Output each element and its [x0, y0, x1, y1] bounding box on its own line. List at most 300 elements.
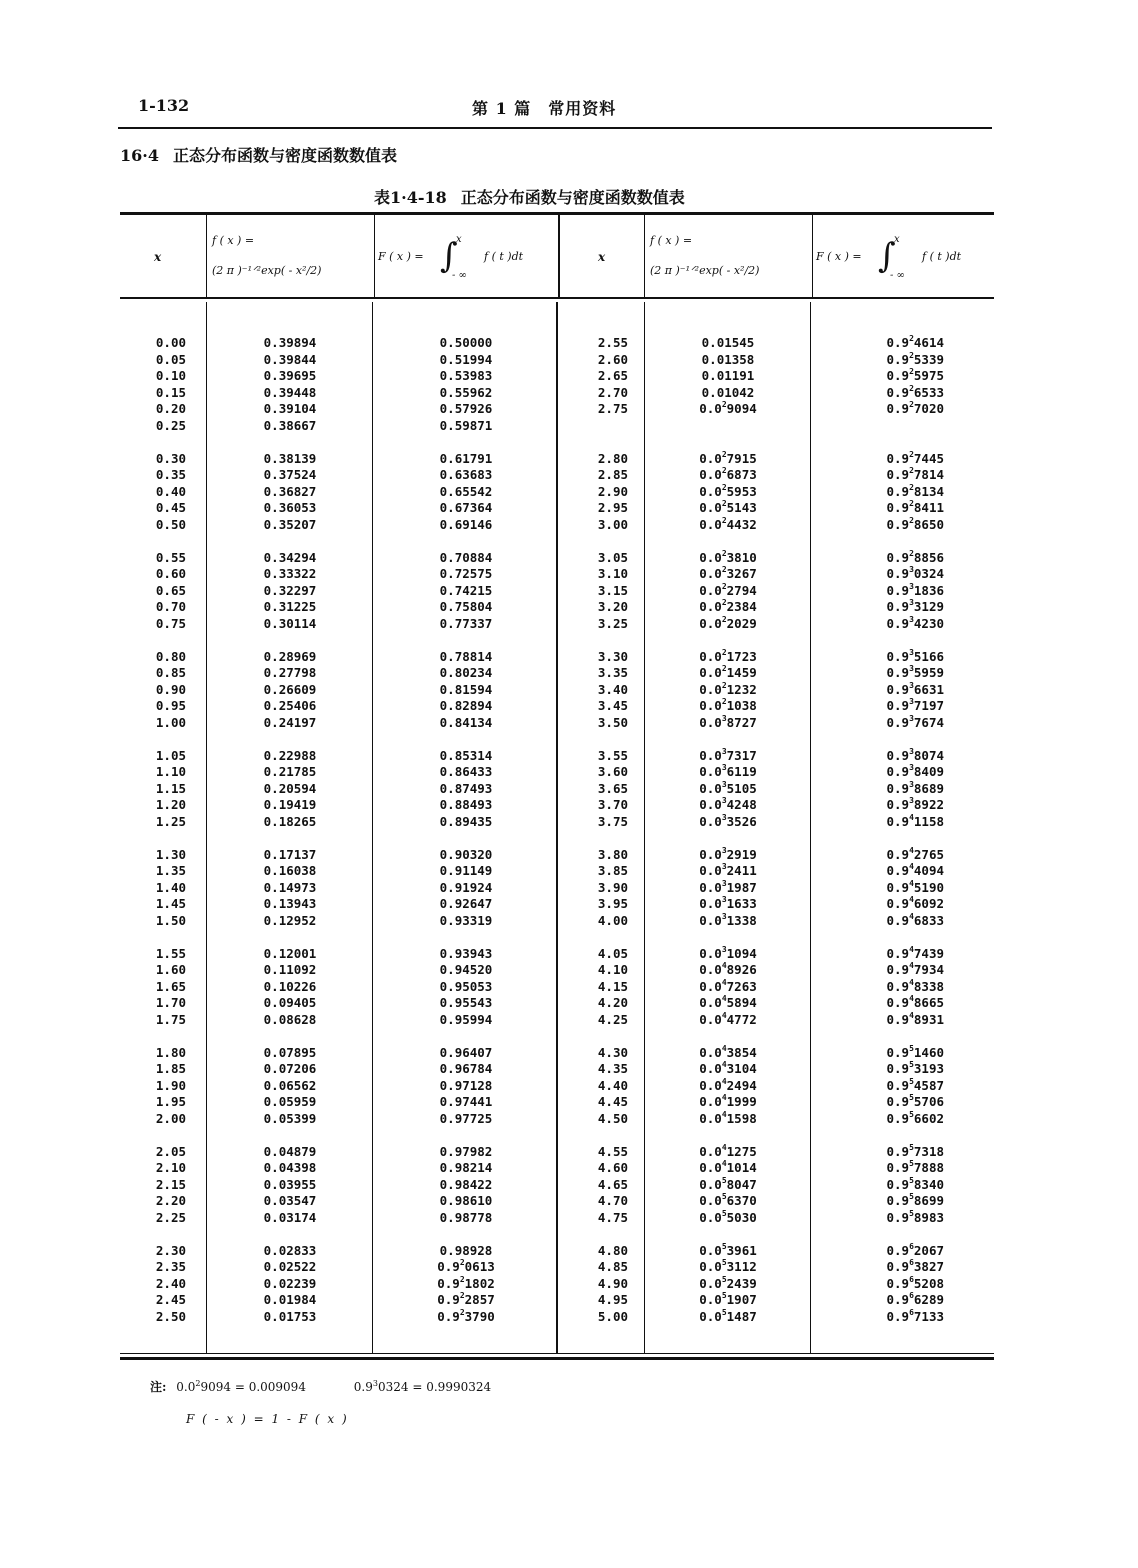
table-cell-F: $0.9^28650$: [886, 515, 944, 532]
table-cell-f: 0.25406: [263, 698, 317, 713]
table-cell-F: $0.9^22857$: [437, 1291, 495, 1307]
table-cell-F: 0.65542: [439, 483, 493, 499]
table-cell-F: $0.9^28134$: [886, 482, 944, 499]
column-f-right: [644, 335, 812, 1325]
table-cell-F: $0.9^48338$: [886, 977, 944, 994]
table-cell-F: $0.9^56602$: [886, 1109, 944, 1126]
table-cell-x: 0.85: [155, 665, 186, 680]
note-example2-lhs: $0.9^30324$: [353, 1379, 409, 1394]
col-header-F-left: F ( x ) =: [378, 250, 424, 263]
table-cell-x: 1.80: [155, 1044, 186, 1060]
table-cell-x: 1.70: [155, 995, 186, 1010]
table-cell-F: $0.9^38074$: [886, 746, 944, 763]
table-cell-x: 2.95: [597, 500, 628, 515]
table-cell-F: $0.9^34230$: [886, 614, 944, 631]
table-cell-F: 0.98422: [439, 1176, 493, 1192]
table-cell-F: $0.9^23790$: [437, 1307, 495, 1324]
table-cell-x: 1.15: [155, 780, 186, 796]
table-cell-F: $0.9^21802$: [437, 1274, 495, 1291]
table-cell-F: $0.9^36631$: [886, 680, 944, 697]
table-cell-x: 3.25: [597, 615, 628, 631]
table-cell-x: 0.25: [155, 417, 186, 433]
col-header-x: x: [598, 250, 606, 264]
col-header-f-line1: f ( x ) =: [212, 234, 255, 247]
table-cell-x: 4.90: [597, 1275, 628, 1291]
table-cell-x: 3.75: [597, 813, 628, 829]
table-cell-x: 3.05: [597, 549, 628, 565]
table-cell-F: 0.93319: [439, 912, 493, 928]
table-cell-x: 4.35: [597, 1061, 628, 1076]
table-cell-f: 0.17137: [263, 846, 317, 862]
table-cell-f: 0.04879: [263, 1143, 317, 1159]
integral-lower: - ∞: [452, 270, 467, 281]
table-cell-f: $0.0^23810$: [699, 548, 757, 565]
table-cell-f: $0.0^21232$: [699, 680, 757, 697]
table-cell-F: 0.63683: [439, 467, 493, 482]
table-caption: [374, 185, 685, 208]
table-cell-F: $0.9^31836$: [886, 581, 944, 598]
table-cell-F: $0.9^38689$: [886, 779, 944, 796]
col-header-F-integrand: f ( t )dt: [922, 250, 962, 263]
table-cell-f: $0.0^53112$: [699, 1258, 757, 1274]
table-cell-x: 3.30: [597, 648, 628, 664]
table-cell-x: 4.85: [597, 1259, 628, 1274]
table-cell-F: $0.9^57888$: [886, 1159, 944, 1175]
table-cell-x: 2.80: [597, 450, 628, 466]
table-cell-x: [578, 1028, 628, 1045]
table-cell-x: 0.90: [155, 681, 186, 697]
table-cell-x: 0.20: [155, 401, 186, 416]
table-cell-x: 0.30: [155, 450, 186, 466]
table-cell-f: [206, 434, 374, 451]
table-cell-F: 0.98610: [439, 1193, 493, 1208]
table-cell-F: 0.88493: [439, 797, 493, 812]
table-cell-F: 0.75804: [439, 599, 493, 614]
col-divider: [558, 215, 560, 297]
table-cell-f: 0.22988: [263, 747, 317, 763]
table-cell-x: 2.25: [155, 1209, 186, 1225]
table-cell-f: 0.18265: [263, 813, 317, 829]
table-cell-x: [578, 830, 628, 847]
table-cell-f: $0.0^31094$: [699, 944, 757, 961]
table-cell-F: 0.97128: [439, 1077, 493, 1093]
table-cell-x: 0.65: [155, 582, 186, 598]
table-cell-f: [206, 830, 374, 847]
table-cell-f: 0.39894: [263, 335, 317, 350]
table-cell-x: 3.40: [597, 681, 628, 697]
table-cell-F: 0.67364: [439, 500, 493, 515]
table-cell-f: $0.0^25143$: [699, 499, 757, 515]
table-cell-F: $0.9^44094$: [886, 862, 944, 878]
table-cell-F: 0.78814: [439, 648, 493, 664]
table-cell-x: 0.05: [155, 351, 186, 367]
chapter-title: 第 1 篇 常用资料: [472, 99, 617, 118]
table-cell-x: 1.75: [155, 1011, 186, 1027]
table-cell-x: 0.55: [155, 549, 186, 565]
table-cell-x: 1.85: [155, 1061, 186, 1076]
table-cell-x: [578, 1226, 628, 1243]
table-cell-x: 1.45: [155, 896, 186, 911]
table-cell-f: $0.0^34248$: [699, 796, 757, 812]
table-cell-f: 0.05399: [263, 1110, 317, 1126]
table-cell-x: 0.95: [155, 698, 186, 713]
table-cell-f: 0.26609: [263, 681, 317, 697]
table-cell-F: $0.9^51460$: [886, 1043, 944, 1060]
table-cell-F: $0.9^25975$: [886, 367, 944, 383]
table-cell-x: 1.95: [155, 1094, 186, 1109]
table-cell-x: 4.75: [597, 1209, 628, 1225]
table-cell-x: 2.40: [155, 1275, 186, 1291]
column-F-right: [812, 335, 944, 1325]
integral-upper: x: [456, 234, 462, 245]
table-cell-x: 3.15: [597, 582, 628, 598]
col-header-x: x: [154, 250, 162, 264]
table-cell-f: 0.05959: [263, 1094, 317, 1109]
table-cell-f: 0.32297: [263, 582, 317, 598]
table-cell-F: 0.57926: [439, 401, 493, 416]
table-cell-F: $0.9^38409$: [886, 763, 944, 779]
table-cell-x: 3.10: [597, 566, 628, 581]
table-cell-F: 0.86433: [439, 764, 493, 779]
table-bottom-rule: [120, 1353, 994, 1354]
table-cell-x: 3.65: [597, 780, 628, 796]
table-cell-x: 3.50: [597, 714, 628, 730]
table-cell-F: [374, 1028, 558, 1045]
table-cell-f: [206, 1028, 374, 1045]
table-cell-F: 0.77337: [439, 615, 493, 631]
table-cell-f: 0.39844: [263, 351, 317, 367]
table-cell-f: 0.39448: [263, 384, 317, 400]
table-head-rule: [120, 297, 994, 299]
table-cell-f: [644, 731, 812, 748]
table-cell-f: 0.14973: [263, 879, 317, 895]
table-cell-x: 1.05: [155, 747, 186, 763]
table-cell-x: 4.10: [597, 962, 628, 977]
table-title: 正态分布函数与密度函数数值表: [460, 188, 685, 207]
col-header-f-line1: f ( x ) =: [650, 234, 693, 247]
col-header-F: [816, 234, 994, 282]
table-cell-x: 2.85: [597, 467, 628, 482]
table-cell-F: $0.9^20613$: [437, 1258, 495, 1274]
table-cell-f: $0.0^22029$: [699, 614, 757, 631]
table-cell-F: 0.74215: [439, 582, 493, 598]
table-cell-x: 1.00: [155, 714, 186, 730]
table-cell-F: $0.9^24614$: [886, 334, 944, 350]
table-cell-f: [206, 533, 374, 550]
note-example1-lhs: $0.0^29094$: [176, 1379, 231, 1394]
table-cell-x: 4.95: [597, 1292, 628, 1307]
table-cell-F: $0.9^41158$: [886, 812, 944, 829]
col-divider: [644, 215, 645, 297]
table-cell-f: 0.27798: [263, 665, 317, 680]
table-cell-x: 0.50: [155, 516, 186, 532]
table-cell-x: [578, 731, 628, 748]
table-cell-F: 0.80234: [439, 665, 493, 680]
table-cell-f: $0.0^41999$: [699, 1093, 757, 1109]
col-header-F: [378, 234, 556, 282]
table-cell-f: [206, 1127, 374, 1144]
table-cell-x: 0.45: [155, 500, 186, 515]
table-cell-f: 0.07206: [263, 1061, 317, 1076]
table-cell-f: $0.0^25953$: [699, 482, 757, 499]
table-cell-x: [140, 1226, 186, 1243]
table-cell-F: [812, 434, 944, 451]
table-cell-x: 2.10: [155, 1160, 186, 1175]
table-cell-F: $0.9^55706$: [886, 1093, 944, 1109]
table-cell-f: $0.0^26873$: [699, 466, 757, 482]
table-cell-F: $0.9^63827$: [886, 1258, 944, 1274]
table-cell-F: $0.9^47934$: [886, 961, 944, 977]
note-label: 注:: [150, 1380, 167, 1394]
table-cell-x: [140, 731, 186, 748]
table-cell-f: $0.0^52439$: [699, 1274, 757, 1291]
table-cell-F: 0.97725: [439, 1110, 493, 1126]
table-cell-x: 4.65: [597, 1176, 628, 1192]
table-cell-x: [140, 830, 186, 847]
table-cell-f: 0.01753: [263, 1308, 317, 1324]
table-cell-x: 4.45: [597, 1094, 628, 1109]
table-cell-x: 4.55: [597, 1143, 628, 1159]
table-cell-f: [206, 1226, 374, 1243]
table-cell-f: $0.0^31633$: [699, 895, 757, 911]
table-cell-F: [812, 1127, 944, 1144]
table-cell-f: $0.0^53961$: [699, 1241, 757, 1258]
table-cell-F: [374, 1226, 558, 1243]
table-cell-F: $0.9^47439$: [886, 944, 944, 961]
table-cell-f: $0.0^33526$: [699, 812, 757, 829]
integral-lower: - ∞: [890, 270, 905, 281]
table-cell-x: [140, 1028, 186, 1045]
table-cell-F: [374, 929, 558, 946]
table-cell-x: 4.60: [597, 1160, 628, 1175]
table-cell-F: [812, 632, 944, 649]
integral-sign-icon: ∫: [878, 236, 896, 276]
table-cell-x: 5.00: [597, 1308, 628, 1324]
table-cell-x: [578, 1127, 628, 1144]
table-cell-F: 0.70884: [439, 549, 493, 565]
table-cell-f: 0.30114: [263, 615, 317, 631]
table-cell-f: [206, 731, 374, 748]
table-cell-x: 0.40: [155, 483, 186, 499]
table-cell-f: $0.0^32411$: [699, 862, 757, 878]
table-cell-F: $0.9^35959$: [886, 664, 944, 680]
table-cell-f: 0.39104: [263, 401, 317, 416]
table-cell-x: 1.90: [155, 1077, 186, 1093]
table-cell-x: 1.20: [155, 797, 186, 812]
table-cell-f: 0.03955: [263, 1176, 317, 1192]
table-cell-F: $0.9^57318$: [886, 1142, 944, 1159]
table-cell-F: 0.97982: [439, 1143, 493, 1159]
table-cell-f: 0.38667: [263, 417, 317, 433]
table-cell-F: $0.9^46092$: [886, 895, 944, 911]
table-cell-x: 4.05: [597, 945, 628, 961]
table-cell-f: 0.08628: [263, 1011, 317, 1027]
table-cell-f: $0.0^55030$: [699, 1208, 757, 1225]
table-cell-f: $0.0^21723$: [699, 647, 757, 664]
table-cell-f: 0.03174: [263, 1209, 317, 1225]
table-cell-F: $0.9^33129$: [886, 598, 944, 614]
table-cell-x: 3.45: [597, 698, 628, 713]
table-cell-x: 0.10: [155, 368, 186, 383]
table-cell-F: [812, 418, 944, 435]
table-top-rule: [120, 212, 994, 215]
table-cell-f: 0.13943: [263, 896, 317, 911]
table-cell-x: 3.35: [597, 665, 628, 680]
table-cell-F: 0.98928: [439, 1242, 493, 1258]
table-number: 表1·4-18: [374, 188, 447, 207]
table-cell-x: 1.40: [155, 879, 186, 895]
table-cell-f: 0.07895: [263, 1044, 317, 1060]
table-cell-x: 4.80: [597, 1242, 628, 1258]
table-cell-f: $0.0^43104$: [699, 1060, 757, 1076]
table-cell-F: [812, 830, 944, 847]
table-cell-F: $0.9^46833$: [886, 911, 944, 928]
table-cell-f: [644, 830, 812, 847]
table-cell-f: $0.0^51487$: [699, 1307, 757, 1324]
table-cell-x: 4.30: [597, 1044, 628, 1060]
table-cell-x: [578, 434, 628, 451]
table-cell-f: 0.20594: [263, 780, 317, 796]
table-cell-x: [578, 533, 628, 550]
section-number: 16·4: [120, 146, 159, 165]
table-cell-f: $0.0^29094$: [699, 400, 757, 416]
table-cell-f: 0.39695: [263, 368, 317, 383]
table-cell-F: 0.87493: [439, 780, 493, 796]
col-divider: [206, 215, 207, 297]
table-cell-x: 0.35: [155, 467, 186, 482]
table-cell-F: 0.96407: [439, 1044, 493, 1060]
table-cell-f: $0.0^22384$: [699, 598, 757, 614]
table-cell-x: 3.80: [597, 846, 628, 862]
table-cell-x: 2.20: [155, 1193, 186, 1208]
table-bottom-rule-thick: [120, 1357, 994, 1360]
table-cell-f: $0.0^41014$: [699, 1159, 757, 1175]
table-cell-x: 3.55: [597, 747, 628, 763]
table-cell-F: $0.9^37674$: [886, 713, 944, 730]
table-cell-F: $0.9^58340$: [886, 1175, 944, 1192]
table-cell-f: [644, 533, 812, 550]
table-note: [150, 1378, 491, 1395]
table-cell-F: [374, 533, 558, 550]
table-cell-x: 1.35: [155, 863, 186, 878]
section-heading: [120, 143, 397, 166]
table-cell-F: 0.93943: [439, 945, 493, 961]
table-cell-F: [812, 929, 944, 946]
integral-sign-icon: ∫: [440, 236, 458, 276]
table-cell-F: 0.92647: [439, 896, 493, 911]
table-cell-F: [812, 533, 944, 550]
table-cell-F: 0.97441: [439, 1094, 493, 1109]
table-cell-F: 0.95543: [439, 995, 493, 1010]
table-cell-x: 0.70: [155, 599, 186, 614]
table-cell-f: $0.0^21038$: [699, 697, 757, 713]
table-cell-x: 2.35: [155, 1259, 186, 1274]
table-cell-x: 1.65: [155, 978, 186, 994]
table-cell-f: [644, 1028, 812, 1045]
table-cell-F: 0.98778: [439, 1209, 493, 1225]
col-header-F-left: F ( x ) =: [816, 250, 862, 263]
table-cell-F: [374, 632, 558, 649]
table-cell-x: 4.25: [597, 1011, 628, 1027]
table-cell-f: $0.0^44772$: [699, 1010, 757, 1027]
table-cell-F: 0.85314: [439, 747, 493, 763]
table-cell-x: 4.50: [597, 1110, 628, 1126]
table-cell-x: 3.85: [597, 863, 628, 878]
table-cell-F: [374, 731, 558, 748]
table-cell-F: 0.53983: [439, 368, 493, 383]
table-cell-F: $0.9^58983$: [886, 1208, 944, 1225]
table-cell-x: 0.60: [155, 566, 186, 581]
table-cell-f: 0.02522: [263, 1259, 317, 1274]
table-cell-F: $0.9^54587$: [886, 1076, 944, 1093]
table-cell-f: 0.36053: [263, 500, 317, 515]
table-cell-f: $0.0^23267$: [699, 565, 757, 581]
table-cell-F: 0.89435: [439, 813, 493, 829]
table-cell-x: 2.00: [155, 1110, 186, 1126]
table-cell-F: 0.94520: [439, 962, 493, 977]
table-cell-F: 0.55962: [439, 384, 493, 400]
table-cell-F: $0.9^66289$: [886, 1291, 944, 1307]
table-cell-f: [644, 418, 812, 435]
table-cell-F: 0.95053: [439, 978, 493, 994]
table-cell-f: 0.12001: [263, 945, 317, 961]
col-header-F-integrand: f ( t )dt: [484, 250, 524, 263]
table-cell-x: 4.40: [597, 1077, 628, 1093]
table-cell-x: 4.20: [597, 995, 628, 1010]
table-cell-f: 0.10226: [263, 978, 317, 994]
table-cell-f: $0.0^48926$: [699, 961, 757, 977]
table-cell-F: 0.90320: [439, 846, 493, 862]
table-cell-x: 2.50: [155, 1308, 186, 1324]
table-cell-x: 4.15: [597, 978, 628, 994]
table-cell-f: 0.01545: [701, 335, 755, 350]
table-cell-F: $0.9^28856$: [886, 548, 944, 565]
table-cell-F: $0.9^38922$: [886, 796, 944, 812]
table-cell-F: $0.9^58699$: [886, 1192, 944, 1208]
table-cell-F: 0.72575: [439, 566, 493, 581]
table-cell-x: [140, 434, 186, 451]
table-cell-F: $0.9^25339$: [886, 350, 944, 367]
table-cell-f: 0.38139: [263, 450, 317, 466]
table-cell-F: $0.9^37197$: [886, 697, 944, 713]
col-header-f-line2: (2 π )⁻¹ᐟ²exp( - x²/2): [650, 264, 760, 277]
table-cell-f: 0.19419: [263, 797, 317, 812]
table-cell-f: $0.0^31987$: [699, 878, 757, 895]
table-cell-F: 0.51994: [439, 351, 493, 367]
page-number: 1-132: [138, 96, 190, 115]
table-cell-x: 0.15: [155, 384, 186, 400]
table-cell-f: 0.09405: [263, 995, 317, 1010]
table-cell-x: 0.00: [155, 335, 186, 350]
table-cell-x: 3.70: [597, 797, 628, 812]
table-cell-F: [374, 830, 558, 847]
table-cell-F: 0.61791: [439, 450, 493, 466]
table-cell-f: $0.0^38727$: [699, 713, 757, 730]
table-cell-F: 0.91149: [439, 863, 493, 878]
table-cell-F: $0.9^48665$: [886, 994, 944, 1010]
table-cell-f: $0.0^45894$: [699, 994, 757, 1010]
table-cell-x: 1.50: [155, 912, 186, 928]
table-cell-F: $0.9^42765$: [886, 845, 944, 862]
table-cell-f: 0.01191: [701, 368, 755, 383]
table-cell-x: 0.80: [155, 648, 186, 664]
table-cell-f: 0.01984: [263, 1292, 317, 1307]
table-cell-f: $0.0^56370$: [699, 1192, 757, 1208]
table-cell-x: 2.75: [597, 401, 628, 416]
table-cell-F: $0.9^35166$: [886, 647, 944, 664]
table-cell-f: $0.0^47263$: [699, 977, 757, 994]
table-cell-F: 0.84134: [439, 714, 493, 730]
